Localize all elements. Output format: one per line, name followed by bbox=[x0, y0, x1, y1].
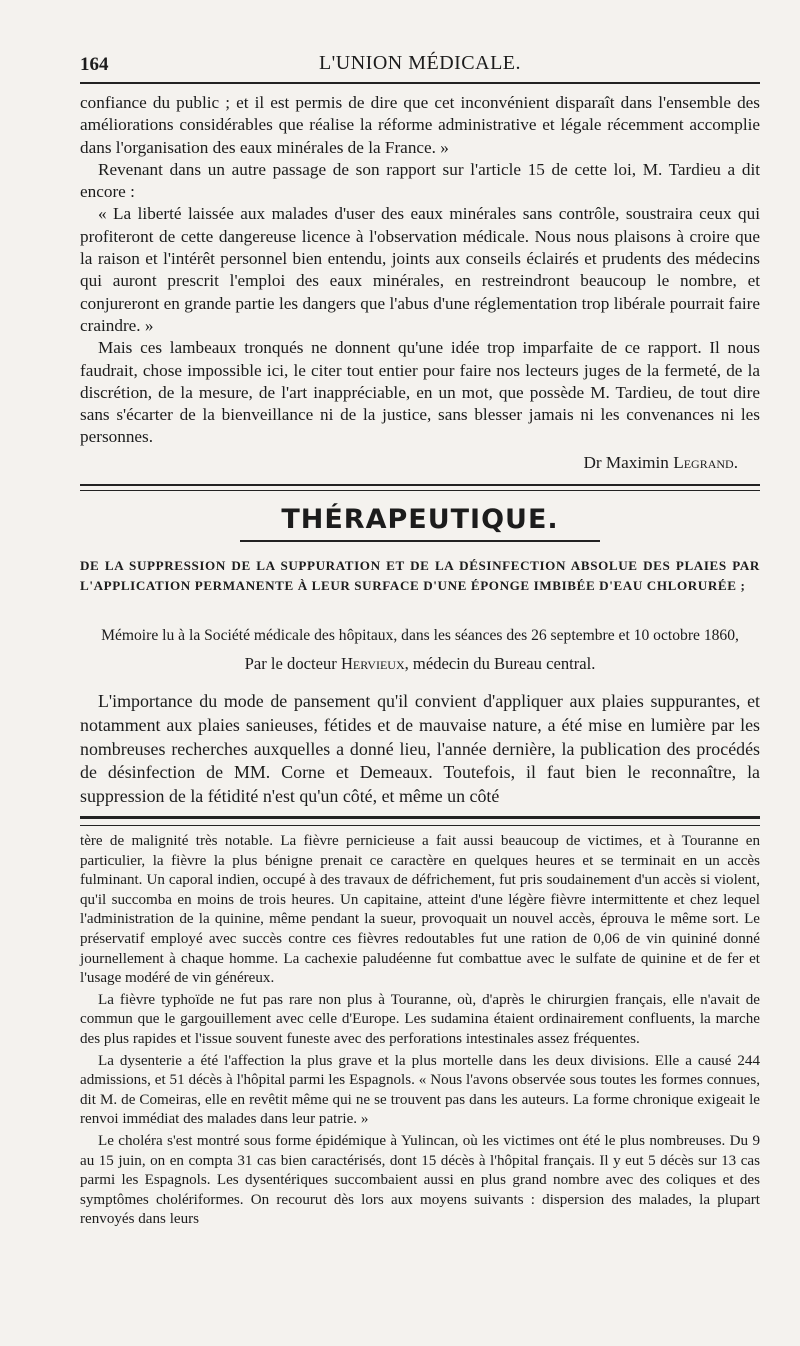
running-title: L'UNION MÉDICALE. bbox=[318, 52, 522, 74]
section-divider bbox=[80, 484, 760, 491]
article-paragraph: L'importance du mode de pansement qu'il convient d'appliquer aux plaies suppurantes, et notamment aux plaies sanieuses, fétides et de mauvaise nature, a été mise en lumière par les nombreuses recherches auxquelles a donné lieu, l'année dernière, la publication des procédés de désinfection de MM. Corne et Demeaux. Toutefois, il faut bien le reconnaître, la suppression de la fétidité n'est qu'un côté, et même un côté bbox=[80, 691, 760, 807]
page-number: 164 bbox=[80, 54, 109, 75]
signature bbox=[80, 452, 760, 474]
signature-prefix: Dr Maximin bbox=[583, 452, 674, 472]
article-body bbox=[80, 690, 760, 809]
footnote-paragraph: Le choléra s'est montré sous forme épidémique à Yulincan, où les victimes ont été le plus nombreuses. Du 9 au 15 juin, on en compta 31 cas bien caractérisés, dont 15 décès à l'hôpital français. Il y eut 5 décès sur 13 cas parmi les Espagnols. Les dysentériques succombaient aussi en plus grand nombre avec des coliques et des symptômes cholériformes. On recourut dès lors aux moyens suivants : dispersion des malades, la plupart renvoyés dans leurs bbox=[80, 1132, 760, 1228]
section-title: THÉRAPEUTIQUE. bbox=[281, 504, 559, 535]
author-suffix: , médecin du Bureau central. bbox=[404, 654, 596, 673]
report-quote: « La liberté laissée aux malades d'user des eaux minérales sans contrôle, soustraira ceux qui profiteront de cette dangereuse licence à l'observation médicale. Nous nous plaisons à croire que la raison et l'intérêt personnel bien entendu, joints aux conseils éclairés et prudents des médecins qui auront prescrit l'emploi des eaux minérales, en restreindront beaucoup le nombre, et conjureront en grande partie les dangers que l'abus d'une réglementation trop libérale pourrait faire craindre. » bbox=[80, 204, 760, 335]
page-header bbox=[80, 48, 760, 80]
footnote-paragraph: tère de malignité très notable. La fièvre pernicieuse a fait aussi beaucoup de victimes, et à Touranne en particulier, la fièvre la plus bénigne prenait ce caractère en quelques heures et se terminait en un accès fulminant. Un caporal indien, occupé à des travaux de défrichement, fut pris soudainement d'un accès si violent, qu'il succomba en moins de trois heures. Un capitaine, atteint d'une légère fièvre intermittente et chez lequel l'administration de la quinine, même pendant la sueur, provoquait un nouvel accès, éprouva le même sort. Le préservatif employé avec succès contre ces fièvres redoutables fut une ration de 0,06 de vin quininé donné journellement à chaque homme. La cachexie paludéenne fut combattue avec le sulfate de quinine et de fer et l'usage modéré de vin généreux. bbox=[80, 833, 760, 987]
footnotes bbox=[80, 832, 760, 1230]
footnote-paragraph: La dysenterie a été l'affection la plus grave et la plus mortelle dans les deux divisions. Elle a causé 244 admissions, et 51 décès à l'hôpital parmi les Espagnols. « Nous l'avons observée sous toutes les formes connues, dit M. de Comeiras, elle en revêtit même qui ne se trouvent pas dans les auteurs. La forme chronique exigeait le renvoi immédiat des malades dans leur patrie. » bbox=[80, 1052, 760, 1128]
signature-name: Legrand. bbox=[673, 452, 738, 472]
section-title-underline bbox=[240, 540, 600, 542]
author-prefix: Par le docteur bbox=[244, 654, 341, 673]
report-paragraph: Revenant dans un autre passage de son rapport sur l'article 15 de cette loi, M. Tardieu a dit encore : bbox=[80, 159, 760, 202]
header-rule bbox=[80, 82, 760, 84]
report-paragraph: confiance du public ; et il est permis de dire que cet inconvénient disparaît dans l'ensemble des améliorations considérables que réalise la réforme administrative et légale récemment accomplie dans l'organisation des eaux minérales de la France. » bbox=[80, 93, 760, 157]
article-title: DE LA SUPPRESSION DE LA SUPPURATION ET DE LA DÉSINFECTION ABSOLUE DES PLAIES PAR L'APPLICATION PERMANENTE À LEUR SURFACE D'UNE ÉPONGE IMBIBÉE D'EAU CHLORURÉE ; bbox=[80, 558, 760, 593]
author-name: Hervieux bbox=[340, 654, 405, 673]
report-paragraph: Mais ces lambeaux tronqués ne donnent qu'une idée trop imparfaite de ce rapport. Il nous faudrait, chose impossible ici, le citer tout entier pour faire nos lecteurs juges de la fermeté, de la discrétion, de la mesure, de l'art inappréciable, en un mot, que possède M. Tardieu, de tout dire sans s'écarter de la bienveillance ni de la justice, sans blesser jamais ni les convenances ni les personnes. bbox=[80, 338, 760, 447]
footnote-paragraph: La fièvre typhoïde ne fut pas rare non plus à Touranne, où, d'après le chirurgien français, elle n'avait de commun que le gargouillement avec celle d'Europe. Les sudamina étaient ordinairement confluents, la marche des plus rapides et l'issue souvent funeste avec des perforations intestinales assez fréquentes. bbox=[80, 991, 760, 1047]
author-line bbox=[80, 654, 760, 674]
footnote-divider bbox=[80, 816, 760, 826]
memoir-note: Mémoire lu à la Société médicale des hôpitaux, dans les séances des 26 septembre et 10 octobre 1860, bbox=[101, 627, 739, 644]
report-conclusion bbox=[80, 92, 760, 474]
